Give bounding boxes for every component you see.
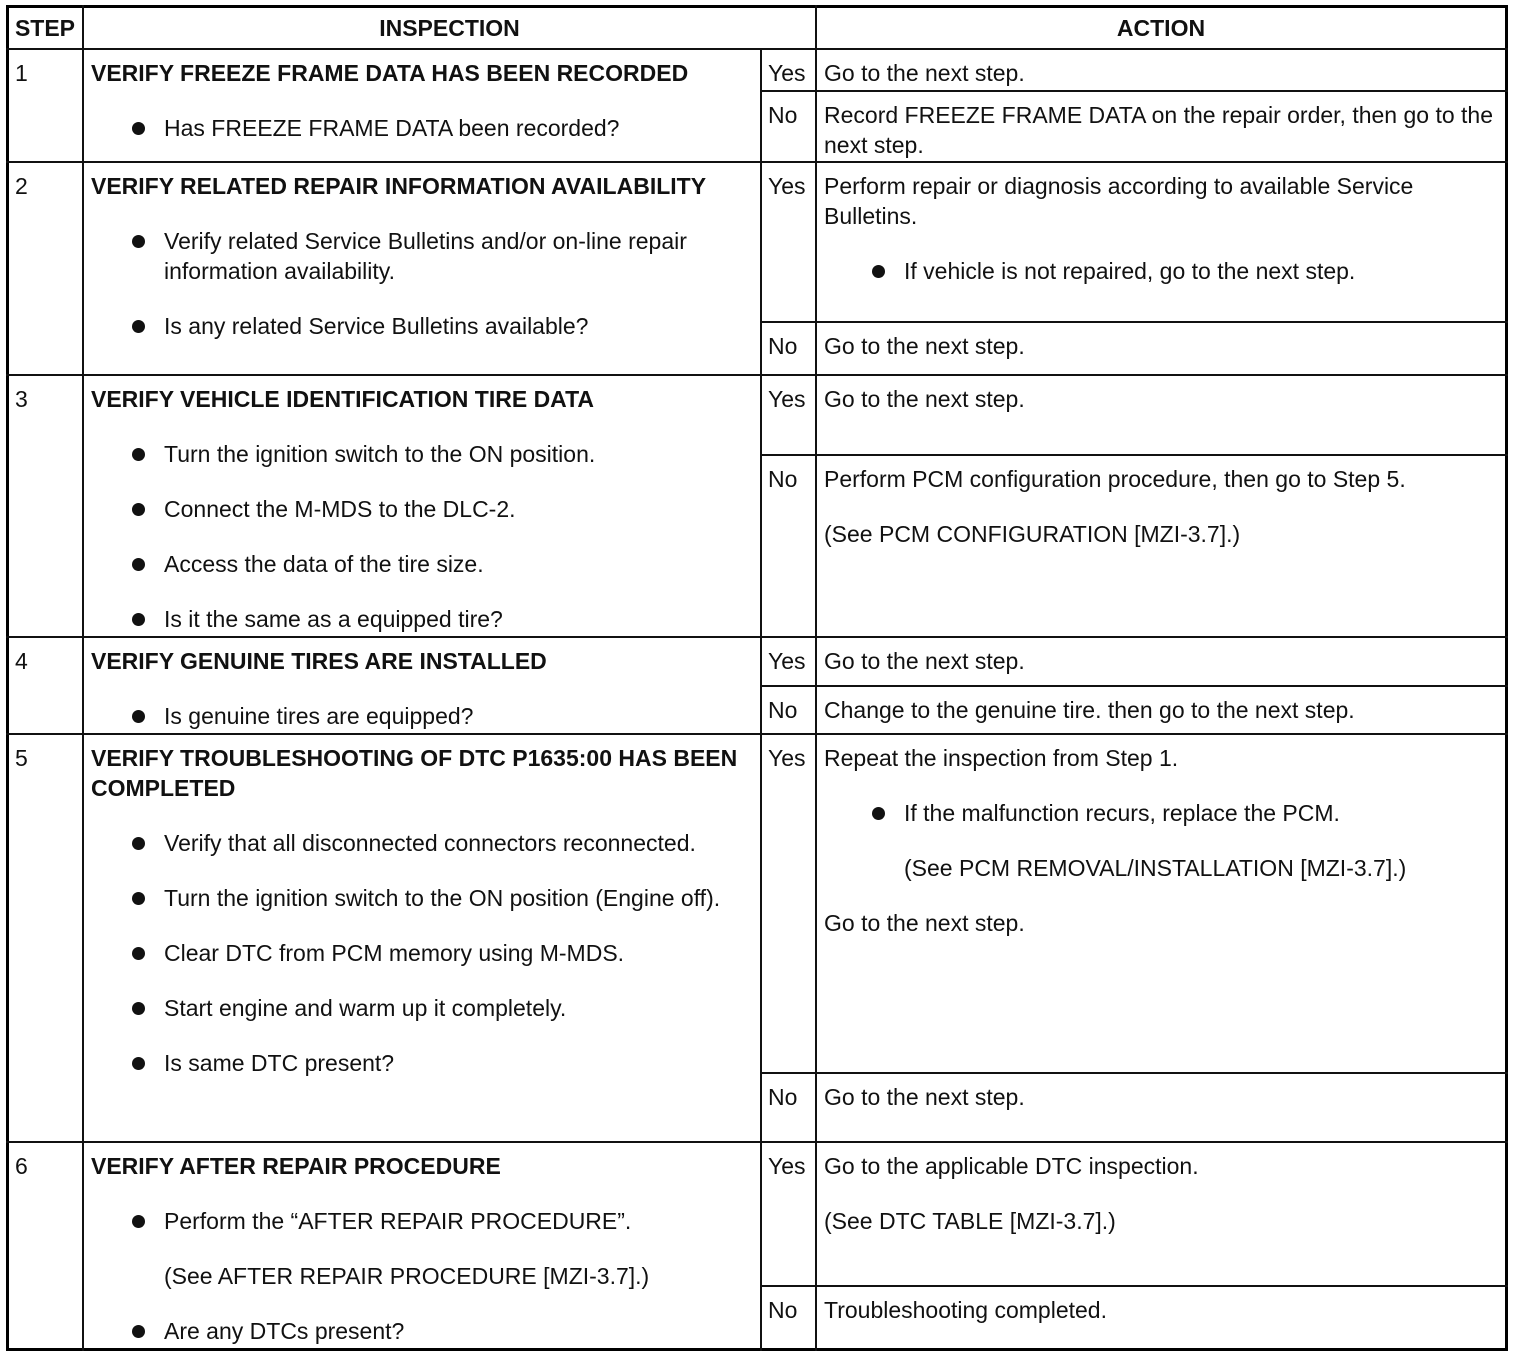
yes-action-bullet: If the malfunction recurs, replace the PCM. <box>824 798 1493 828</box>
inspection-title: VERIFY FREEZE FRAME DATA HAS BEEN RECORDED <box>91 60 689 86</box>
bullet-icon <box>132 503 145 516</box>
bullet-icon <box>132 892 145 905</box>
inspection-title: VERIFY GENUINE TIRES ARE INSTALLED <box>91 648 547 674</box>
no-label: No <box>768 333 798 359</box>
no-label: No <box>768 466 798 492</box>
inspection-title: VERIFY TROUBLESHOOTING OF DTC P1635:00 HAS BEEN COMPLETED <box>91 745 738 801</box>
inspection-bullet: Verify that all disconnected connectors reconnected. <box>84 828 760 858</box>
header-action: ACTION <box>1116 15 1206 41</box>
no-action: Go to the next step. <box>824 1084 1025 1110</box>
step-number: 1 <box>15 60 28 86</box>
bullet-icon <box>132 613 145 626</box>
no-action <box>817 456 1505 636</box>
step-number: 2 <box>15 173 28 199</box>
inspection-reference: (See AFTER REPAIR PROCEDURE [MZI-3.7].) <box>164 1263 650 1289</box>
inspection-cell <box>84 163 760 374</box>
bullet-icon <box>132 558 145 571</box>
bullet-icon <box>132 235 145 248</box>
inspection-title: VERIFY RELATED REPAIR INFORMATION AVAILABILITY <box>91 173 707 199</box>
inspection-bullet: Is any related Service Bulletins available? <box>84 311 760 341</box>
header-step: STEP <box>14 15 76 41</box>
no-action: Change to the genuine tire. then go to the next step. <box>824 697 1355 723</box>
inspection-bullet: Verify related Service Bulletins and/or on-line repair information availability. <box>84 226 760 286</box>
no-label: No <box>768 102 798 128</box>
no-action: Record FREEZE FRAME DATA on the repair order, then go to the next step. <box>824 102 1493 158</box>
yes-action: Go to the next step. <box>824 386 1025 412</box>
bullet-icon <box>132 1325 145 1338</box>
inspection-bullet: Turn the ignition switch to the ON position (Engine off). <box>84 883 760 913</box>
inspection-bullet: Turn the ignition switch to the ON position. <box>84 439 760 469</box>
no-action-text: Perform PCM configuration procedure, then go to Step 5. <box>824 466 1406 492</box>
bullet-icon <box>132 1002 145 1015</box>
inspection-bullet: Connect the M-MDS to the DLC-2. <box>84 494 760 524</box>
inspection-cell <box>84 376 760 636</box>
yes-label: Yes <box>768 173 806 199</box>
bullet-icon <box>132 837 145 850</box>
yes-action-reference: (See PCM REMOVAL/INSTALLATION [MZI-3.7].) <box>904 855 1407 881</box>
inspection-bullet: Is same DTC present? <box>84 1048 760 1078</box>
yes-label: Yes <box>768 745 806 771</box>
inspection-cell <box>84 50 760 161</box>
yes-action-text: Repeat the inspection from Step 1. <box>824 745 1179 771</box>
inspection-bullet: Has FREEZE FRAME DATA been recorded? <box>84 113 760 143</box>
inspection-bullet: Access the data of the tire size. <box>84 549 760 579</box>
bullet-icon <box>132 710 145 723</box>
no-action-reference: (See PCM CONFIGURATION [MZI-3.7].) <box>824 521 1241 547</box>
yes-action-text: Go to the applicable DTC inspection. <box>824 1153 1199 1179</box>
bullet-icon <box>132 448 145 461</box>
yes-label: Yes <box>768 60 806 86</box>
step-number: 5 <box>15 745 28 771</box>
inspection-bullet: Clear DTC from PCM memory using M-MDS. <box>84 938 760 968</box>
bullet-icon <box>132 947 145 960</box>
header-inspection: INSPECTION <box>379 15 520 41</box>
yes-label: Yes <box>768 648 806 674</box>
inspection-bullet: Are any DTCs present? <box>84 1316 760 1346</box>
yes-label: Yes <box>768 386 806 412</box>
no-action: Go to the next step. <box>824 333 1025 359</box>
table-border-bottom <box>6 1348 1508 1351</box>
inspection-cell <box>84 1143 760 1348</box>
inspection-title: VERIFY AFTER REPAIR PROCEDURE <box>91 1153 501 1179</box>
yes-action <box>817 163 1505 321</box>
no-label: No <box>768 697 798 723</box>
step-number: 6 <box>15 1153 28 1179</box>
bullet-icon <box>132 122 145 135</box>
inspection-bullet: Perform the “AFTER REPAIR PROCEDURE”. <box>84 1206 760 1236</box>
no-label: No <box>768 1297 798 1323</box>
bullet-icon <box>132 320 145 333</box>
step-number: 4 <box>15 648 28 674</box>
inspection-bullet: Is genuine tires are equipped? <box>84 701 760 731</box>
yes-action-bullet: If vehicle is not repaired, go to the next step. <box>824 256 1493 286</box>
yes-action: Go to the next step. <box>824 60 1025 86</box>
bullet-icon <box>872 807 885 820</box>
table-border-right <box>1505 5 1508 1351</box>
yes-action-tail: Go to the next step. <box>824 910 1025 936</box>
inspection-bullet: Is it the same as a equipped tire? <box>84 604 760 634</box>
step-number: 3 <box>15 386 28 412</box>
inspection-title: VERIFY VEHICLE IDENTIFICATION TIRE DATA <box>91 386 595 412</box>
bullet-icon <box>132 1057 145 1070</box>
yes-label: Yes <box>768 1153 806 1179</box>
yes-action <box>817 735 1505 1072</box>
yes-action <box>817 1143 1505 1285</box>
yes-action-text: Perform repair or diagnosis according to available Service Bulletins. <box>824 173 1414 229</box>
inspection-cell <box>84 735 760 1141</box>
bullet-icon <box>872 265 885 278</box>
bullet-icon <box>132 1215 145 1228</box>
yes-action: Go to the next step. <box>824 648 1025 674</box>
inspection-bullet: Start engine and warm up it completely. <box>84 993 760 1023</box>
no-action: Troubleshooting completed. <box>824 1297 1107 1323</box>
yes-action-reference: (See DTC TABLE [MZI-3.7].) <box>824 1208 1116 1234</box>
inspection-cell <box>84 638 760 733</box>
no-label: No <box>768 1084 798 1110</box>
